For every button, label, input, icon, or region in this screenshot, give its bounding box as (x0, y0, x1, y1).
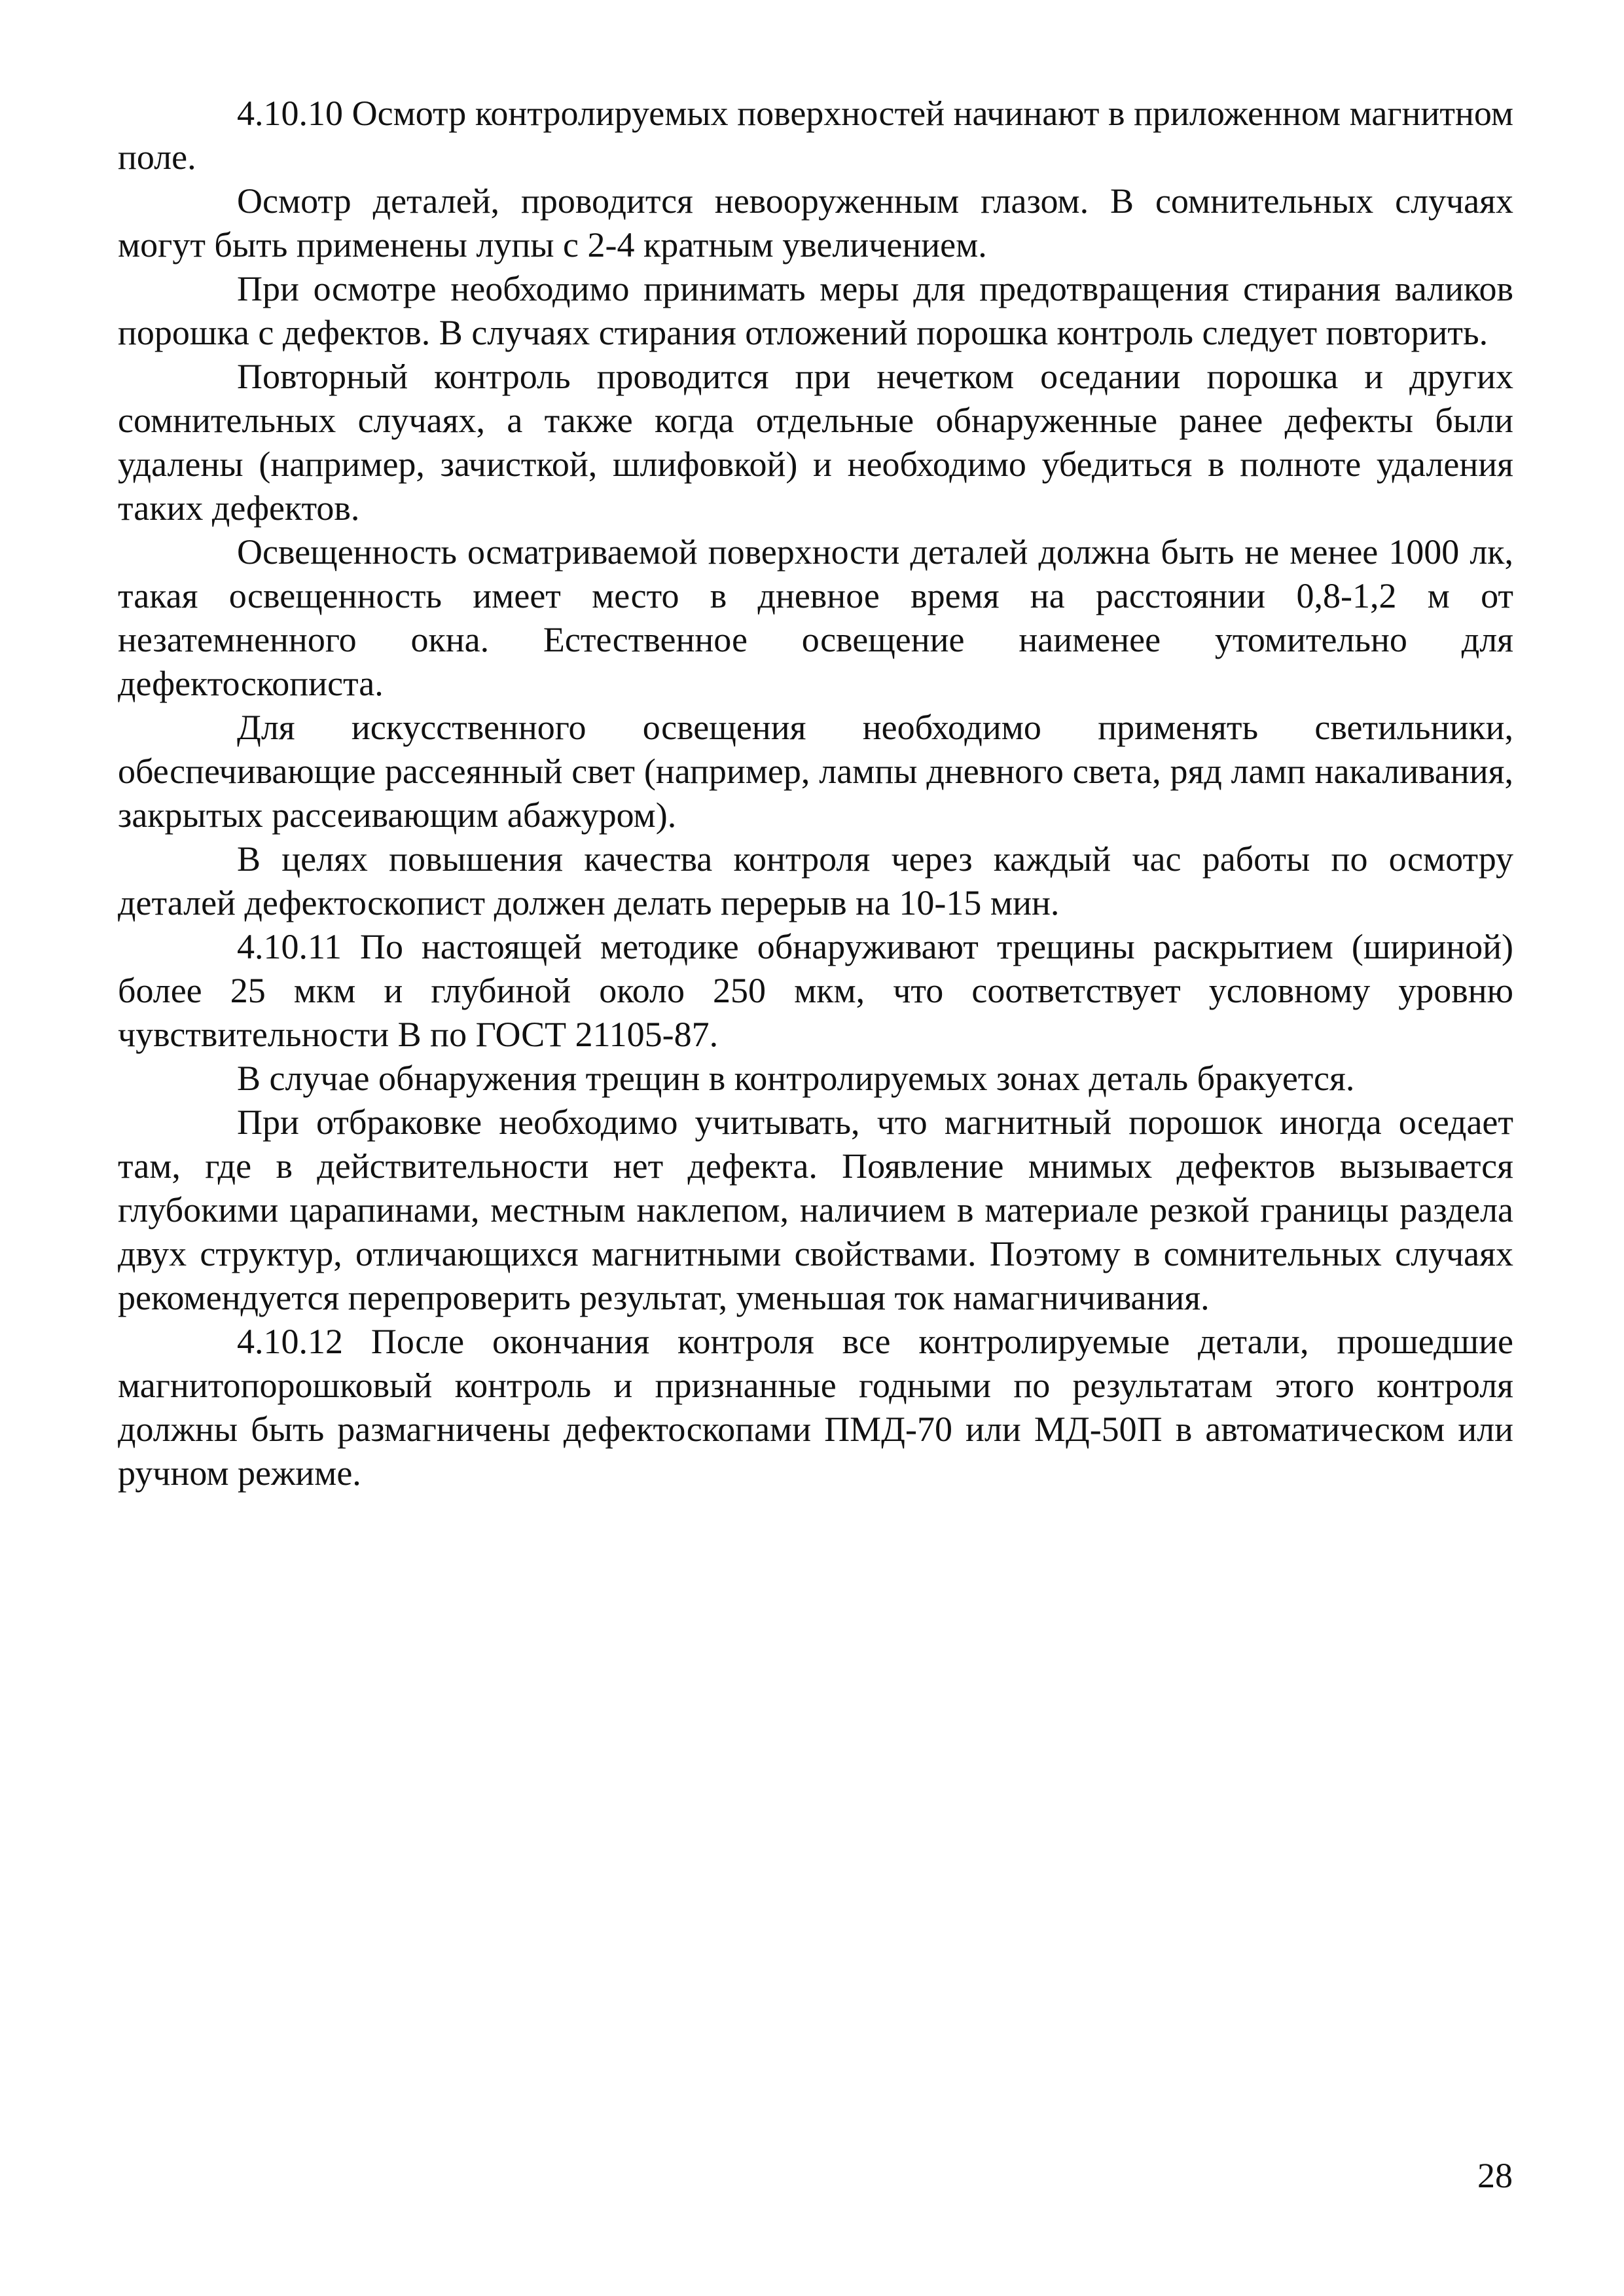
paragraph-inspection-method: Осмотр деталей, проводится невооруженным глазом. В сомнительных случаях могут быть применены лупы с 2-4 кратным увеличением. (118, 181, 1513, 264)
page-number: 28 (1477, 2156, 1513, 2195)
paragraph-4-10-12: 4.10.12 После окончания контроля все контролируемые детали, прошедшие магнитопорошковый контроль и признанные годными по результатам этого контроля должны быть размагничены дефектоскопами ПМД-70 или МД-50П в автоматическом или ручном режиме. (118, 1322, 1513, 1493)
paragraph-4-10-11: 4.10.11 По настоящей методике обнаруживают трещины раскрытием (шириной) более 25 мкм и глубиной около 250 мкм, что соответствует условному уровню чувствительности В по ГОСТ 21105-87. (118, 927, 1513, 1054)
paragraph-artificial-light: Для искусственного освещения необходимо применять светильники, обеспечивающие рассеянный свет (например, лампы дневного света, ряд ламп накаливания, закрытых рассеивающим абажуром). (118, 708, 1513, 835)
paragraph-rejection: В случае обнаружения трещин в контролируемых зонах деталь бракуется. (237, 1059, 1355, 1098)
paragraph-powder-erasure: При осмотре необходимо принимать меры для предотвращения стирания валиков порошка с дефектов. В случаях стирания отложений порошка контроль следует повторить. (118, 269, 1513, 352)
document-body (118, 92, 1513, 1495)
paragraph-breaks: В целях повышения качества контроля через каждый час работы по осмотру деталей дефектоскопист должен делать перерыв на 10-15 мин. (118, 839, 1513, 922)
paragraph-illumination: Освещенность осматриваемой поверхности деталей должна быть не менее 1000 лк, такая освещенность имеет место в дневное время на расстоянии 0,8-1,2 м от незатемненного окна. Естественное освещение наименее утомительно для дефектоскописта. (118, 532, 1513, 703)
paragraph-false-defects: При отбраковке необходимо учитывать, что магнитный порошок иногда оседает там, где в действительности нет дефекта. Появление мнимых дефектов вызывается глубокими царапинами, местным наклепом, наличием в материале резкой границы раздела двух структур, отличающихся магнитными свойствами. Поэтому в сомнительных случаях рекомендуется перепроверить результат, уменьшая ток намагничивания. (118, 1102, 1513, 1317)
paragraph-repeat-control: Повторный контроль проводится при нечетком оседании порошка и других сомнительных случаях, а также когда отдельные обнаруженные ранее дефекты были удалены (например, зачисткой, шлифовкой) и необходимо убедиться в полноте удаления таких дефектов. (118, 357, 1513, 528)
paragraph-4-10-10: 4.10.10 Осмотр контролируемых поверхностей начинают в приложенном магнитном поле. (118, 94, 1513, 177)
